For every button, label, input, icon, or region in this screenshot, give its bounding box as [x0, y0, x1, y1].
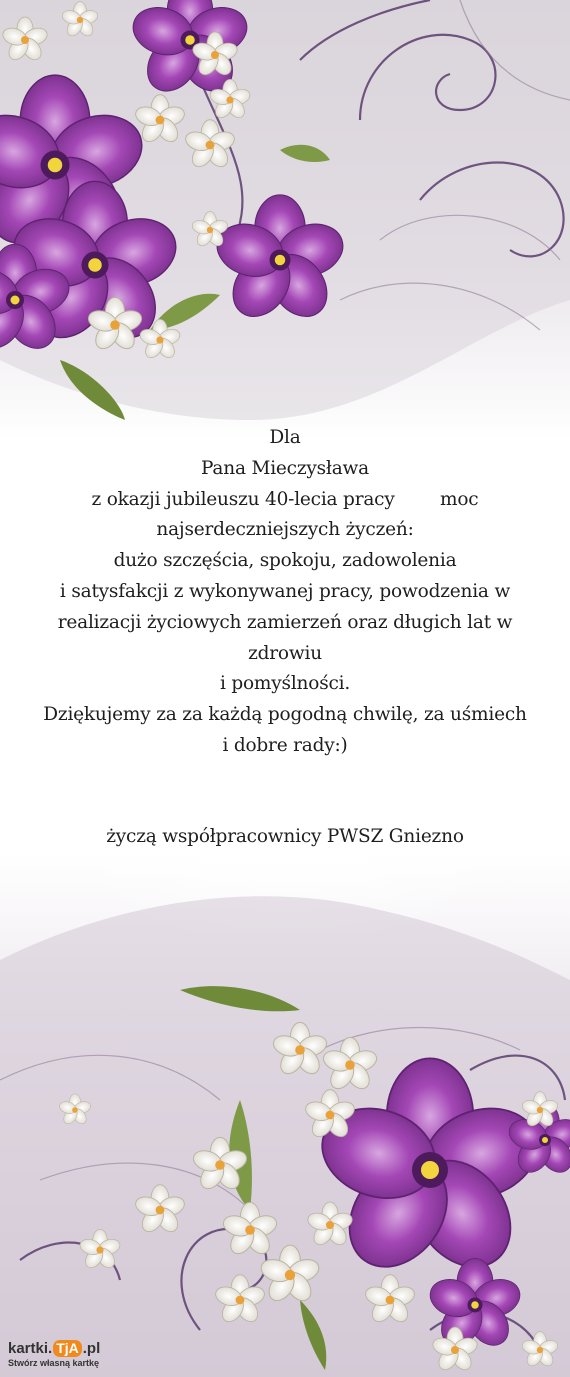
message-line: realizacji życiowych zamierzeń oraz długich lat w	[57, 611, 513, 633]
message-line: Dla	[269, 427, 301, 448]
logo-badge: TjA	[53, 1340, 82, 1357]
message-line: Dziękujemy za za każdą pogodną chwilę, za uśmiech	[43, 704, 527, 726]
recipient-name: Pana Mieczysława	[200, 457, 370, 479]
logo-suffix: .pl	[82, 1340, 101, 1357]
message-line: i satysfakcji z wykonywanej pracy, powodzenia w	[59, 580, 511, 602]
message-line: i dobre rady:)	[222, 734, 348, 756]
message-line: najserdeczniejszych życzeń:	[156, 519, 414, 541]
logo-tagline: Stwórz własną kartkę	[8, 1358, 100, 1368]
site-logo[interactable]	[8, 1340, 128, 1374]
greeting-message	[10, 423, 560, 853]
logo-wordmark	[8, 1340, 128, 1357]
logo-prefix: kartki.	[8, 1340, 53, 1357]
message-line: dużo szczęścia, spokoju, zadowolenia	[113, 550, 457, 572]
message-line: z okazji jubileuszu 40-lecia pracy moc	[91, 488, 479, 510]
message-line: i pomyślności.	[219, 673, 351, 695]
signature: życzą współpracownicy PWSZ Gniezno	[106, 825, 464, 847]
spacer	[10, 762, 560, 822]
message-line: zdrowiu	[248, 642, 322, 664]
